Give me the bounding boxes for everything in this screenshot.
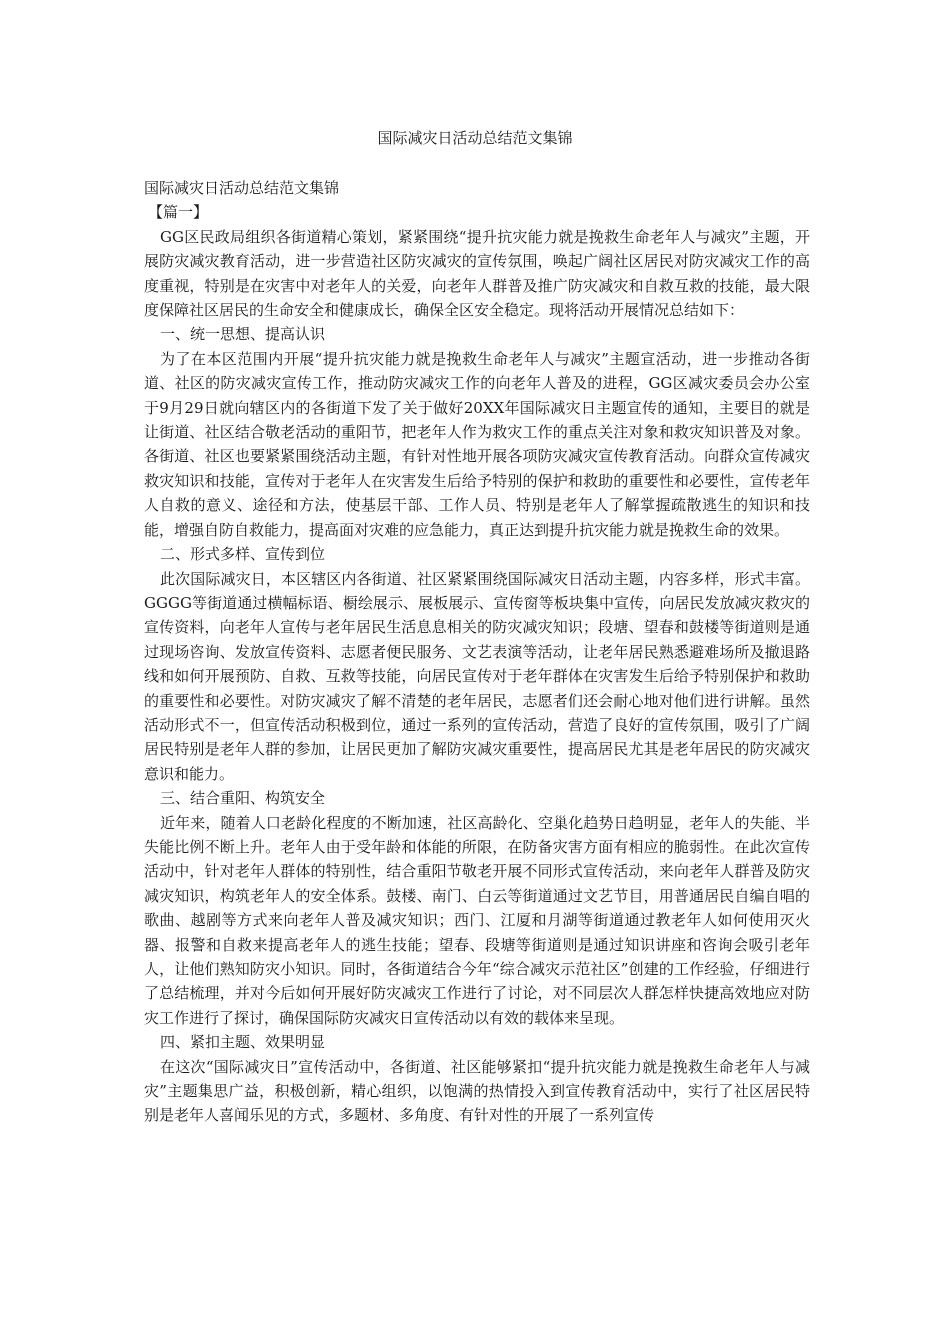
section-body-4: 在这次“国际减灾日”宣传活动中，各街道、社区能够紧扣“提升抗灾能力就是挽救生命老年人与减灾”主题集思广益，积极创新，精心组织，以饱满的热情投入到宣传教育活动中，实行了社区居民特别是老年人喜闻乐见的方式，多题材、多角度、有针对性的开展了一系列宣传 (144, 1057, 810, 1125)
section-heading-2: 二、形式多样、宣传到位 (160, 545, 326, 564)
section-heading-3: 三、结合重阳、构筑安全 (160, 789, 326, 808)
document-body (144, 176, 810, 1128)
intro-paragraph: GG区民政局组织各街道精心策划，紧紧围绕“提升抗灾能力就是挽救生命老年人与减灾”主题，开展防灾减灾教育活动，进一步营造社区防灾减灾的宣传氛围，唤起广阔社区居民对防灾减灾工作的高度重视，特别是在灾害中对老年人的关爱，向老年人群普及推广防灾减灾和自救互救的技能，最大限度保障社区居民的生命安全和健康成长，确保全区安全稳定。现将活动开展情况总结如下： (144, 227, 810, 320)
section-heading-1: 一、统一思想、提高认识 (160, 325, 326, 344)
document-title: 国际减灾日活动总结范文集锦 (377, 129, 573, 147)
section-heading-4: 四、紧扣主题、效果明显 (160, 1033, 326, 1052)
section-body-1: 为了在本区范围内开展“提升抗灾能力就是挽救生命老年人与减灾”主题宣活动，进一步推动各街道、社区的防灾减灾宣传工作，推动防灾减灾工作的向老年人普及的进程，GG区减灾委员会办公室于9月29日就向辖区内的各街道下发了关于做好20XX年国际减灾日主题宣传的通知，主要目的就是让街道、社区结合敬老活动的重阳节，把老年人作为救灾工作的重点关注对象和救灾知识普及对象。各街道、社区也要紧紧围绕活动主题，有针对性地开展各项防灾减灾宣传教育活动。向群众宣传减灾救灾知识和技能，宣传对于老年人在灾害发生后给予特别的保护和救助的重要性和必要性，宣传老年人自救的意义、途径和方法，使基层干部、工作人员、特别是老年人了解掌握疏散逃生的知识和技能，增强自防自救能力，提高面对灾难的应急能力，真正达到提升抗灾能力就是挽救生命的效果。 (144, 349, 810, 539)
section-tag: 【篇一】 (148, 203, 209, 222)
document-subtitle: 国际减灾日活动总结范文集锦 (144, 179, 340, 197)
section-body-3: 近年来，随着人口老龄化程度的不断加速，社区高龄化、空巢化趋势日趋明显，老年人的失能、半失能比例不断上升。老年人由于受年龄和体能的所限，在防备灾害方面有相应的脆弱性。在此次宣传活动中，针对老年人群体的特别性，结合重阳节敬老开展不同形式宣传活动，来向老年人群普及防灾减灾知识，构筑老年人的安全体系。鼓楼、南门、白云等街道通过文艺节目，用普通居民自编自唱的歌曲、越剧等方式来向老年人普及减灾知识；西门、江厦和月湖等街道通过教老年人如何使用灭火器、报警和自救来提高老年人的逃生技能；望春、段塘等街道则是通过知识讲座和咨询会吸引老年人，让他们熟知防灾小知识。同时，各街道结合今年“综合减灾示范社区”创建的工作经验，仔细进行了总结梳理，并对今后如何开展好防灾减灾工作进行了讨论，对不同层次人群怎样快捷高效地应对防灾工作进行了探讨，确保国际防灾减灾日宣传活动以有效的载体来呈现。 (144, 813, 810, 1027)
section-body-2: 此次国际减灾日，本区辖区内各街道、社区紧紧围绕国际减灾日活动主题，内容多样，形式丰富。GGGG等街道通过横幅标语、橱绘展示、展板展示、宣传窗等板块集中宣传，向居民发放减灾救灾的宣传资料，向老年人宣传与老年居民生活息息相关的防灾减灾知识；段塘、望春和鼓楼等街道则是通过现场咨询、发放宣传资料、志愿者便民服务、文艺表演等活动，让老年居民熟悉避难场所及撤退路线和如何开展预防、自救、互救等技能，向居民宣传对于老年群体在灾害发生后给予特别保护和救助的重要性和必要性。对防灾减灾了解不清楚的老年居民，志愿者们还会耐心地对他们进行讲解。虽然活动形式不一，但宣传活动积极到位，通过一系列的宣传活动，营造了良好的宣传氛围，吸引了广阔居民特别是老年人群的参加，让居民更加了解防灾减灾重要性，提高居民尤其是老年居民的防灾减灾意识和能力。 (144, 569, 810, 783)
